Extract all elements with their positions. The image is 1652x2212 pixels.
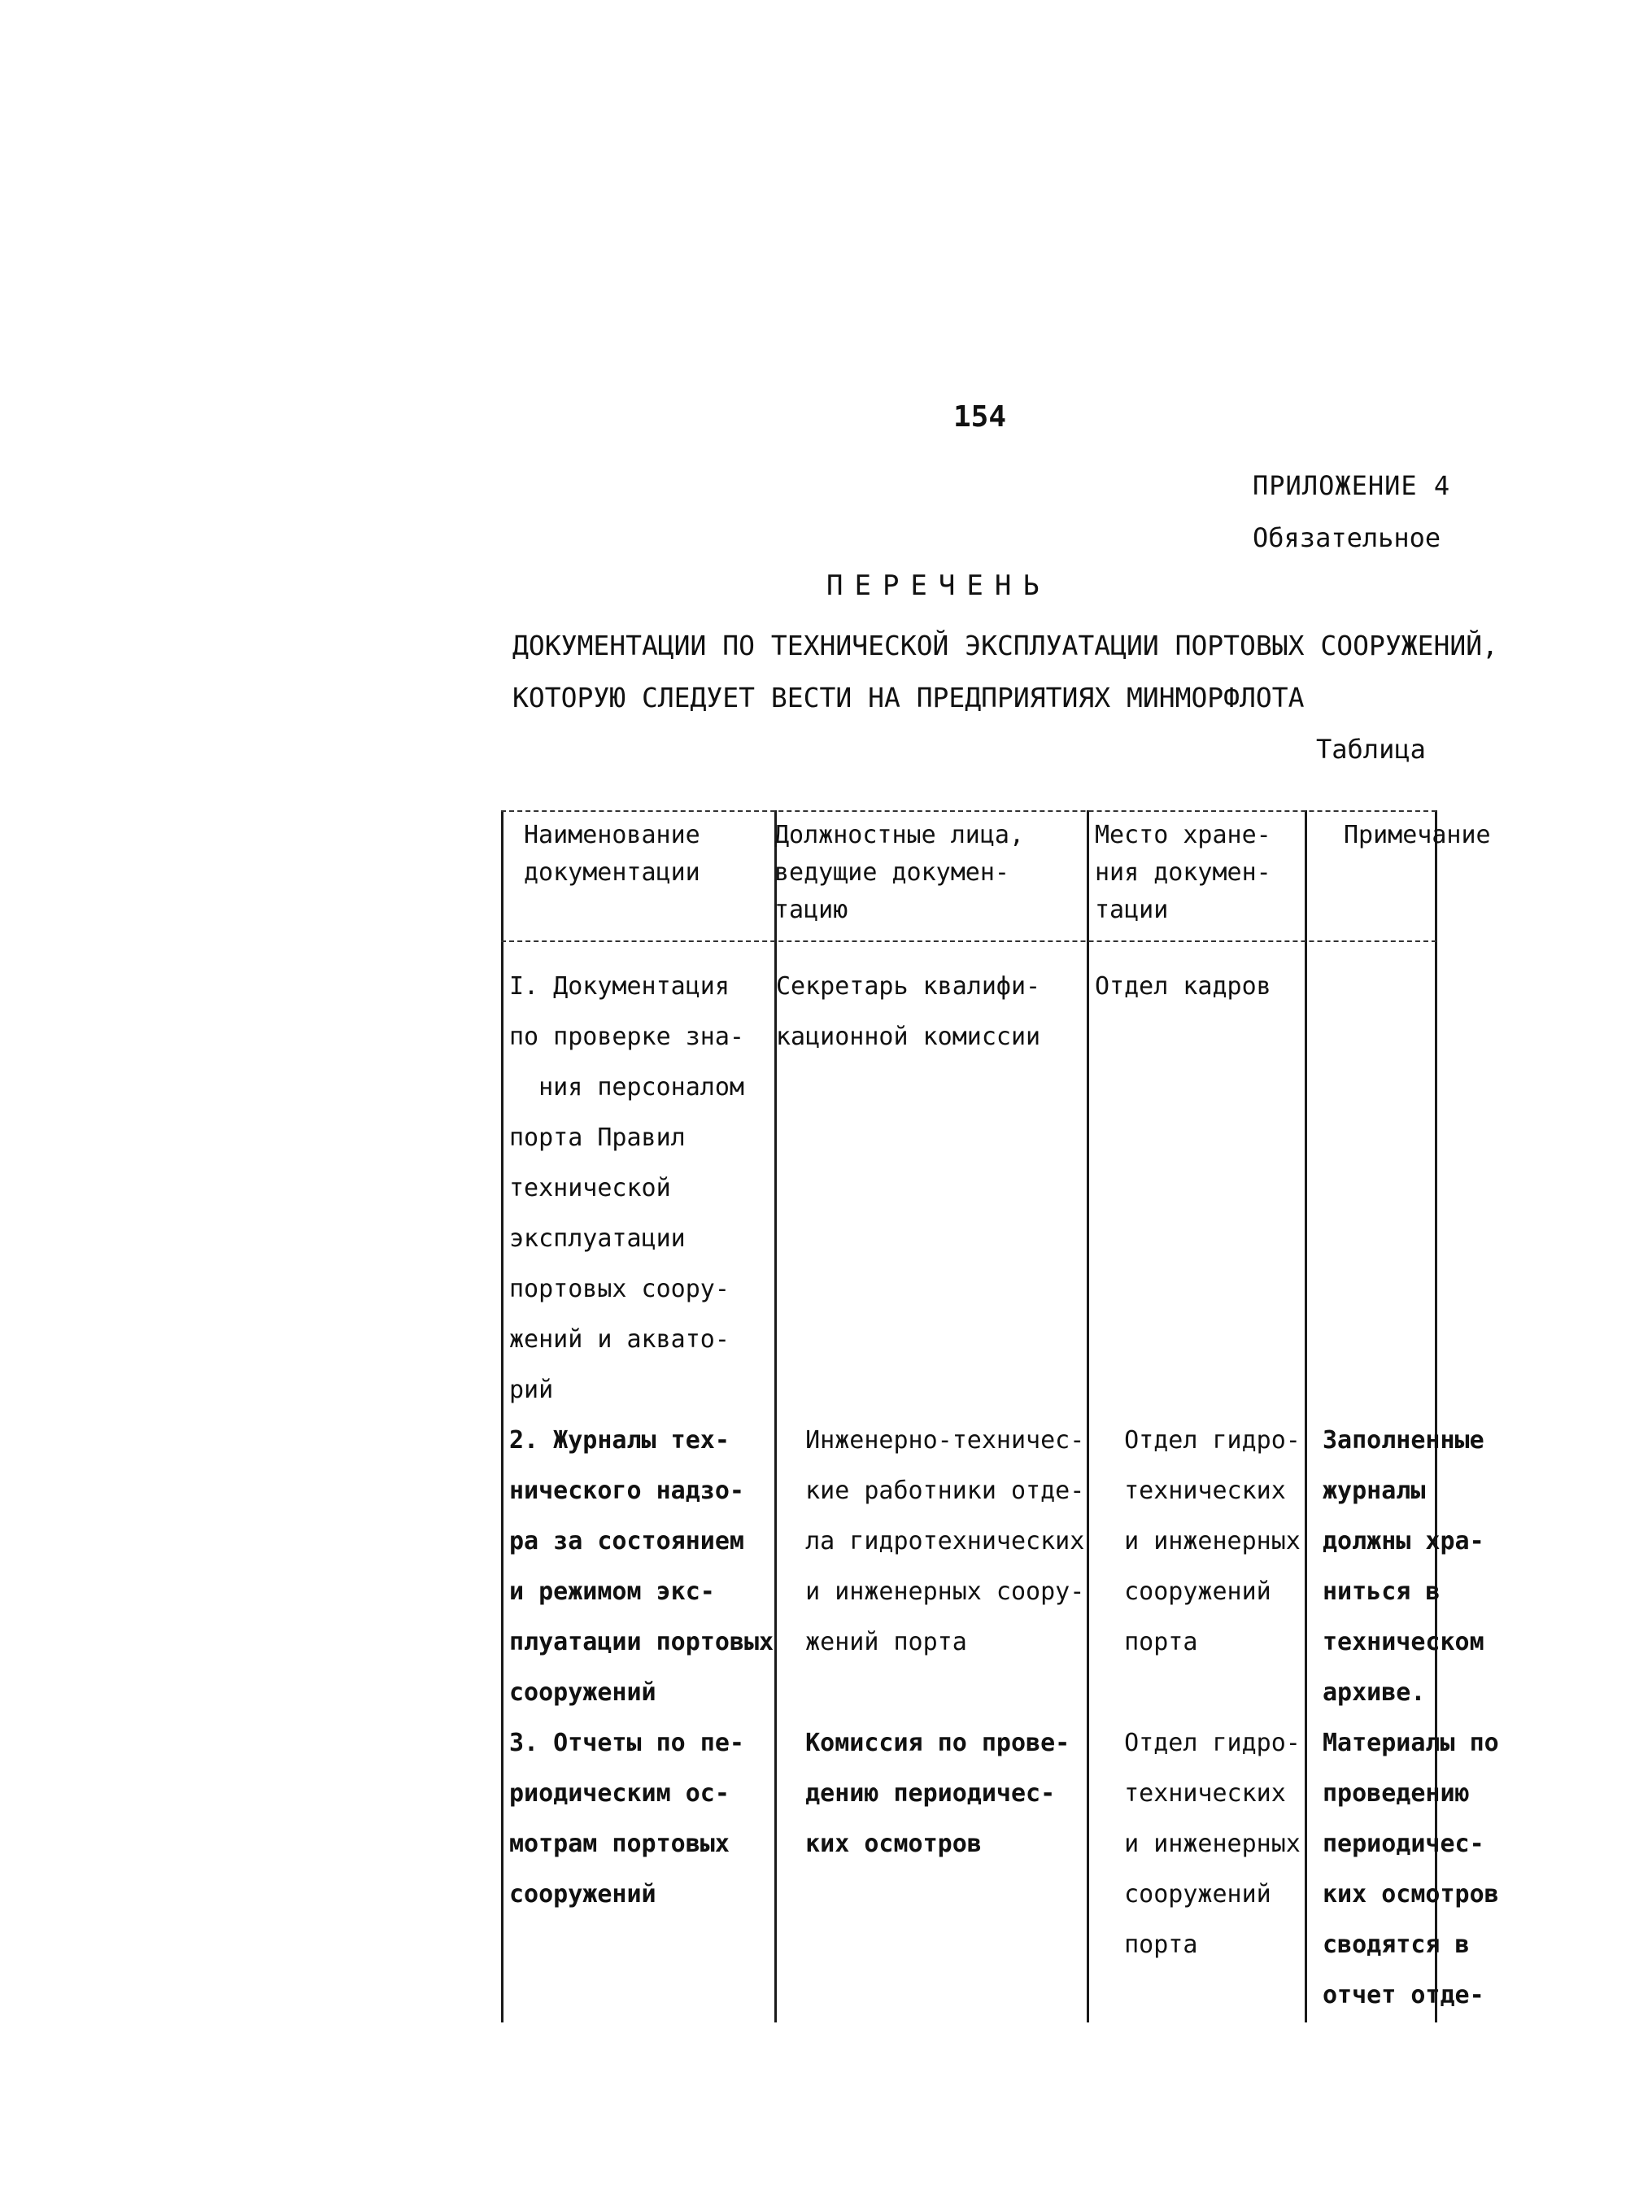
row1-officials: Секретарь квалифи- кационной комиссии bbox=[776, 972, 1041, 1051]
row3-storage: Отдел гидро- технических и инженерных сооружений порта bbox=[1124, 1729, 1301, 1959]
table-border-left bbox=[501, 810, 503, 2022]
row3-officials: Комиссия по прове- дению периодичес- ких осмотров bbox=[805, 1729, 1070, 1858]
row2-name: 2. Журналы тех- нического надзо- ра за состоянием и режимом экс- плуатации портовых сооружений bbox=[509, 1426, 774, 1707]
row1-name: I. Документация по проверке зна- ния персоналом порта Правил технической эксплуатации портовых соору- жений и аквато- рий bbox=[509, 972, 744, 1404]
column-divider-3 bbox=[1305, 810, 1307, 2022]
documentation-table bbox=[501, 810, 1499, 2022]
document-title: ПЕРЕЧЕНЬ bbox=[826, 569, 1051, 602]
row2-officials: Инженерно-техничес- кие работники отде- ла гидротехнических и инженерных соору- жений порта bbox=[805, 1426, 1085, 1656]
row2-note: Заполненные журналы должны хра- ниться в техническом архиве. bbox=[1323, 1426, 1484, 1707]
row3-note: Материалы по проведению периодичес- ких осмотров сводятся в отчет отде- bbox=[1323, 1729, 1499, 2009]
header-note: Примечание bbox=[1344, 821, 1491, 849]
header-storage: Место хране- ния докумен- тации bbox=[1095, 821, 1271, 924]
page-number: 154 bbox=[953, 400, 1007, 434]
document-subtitle: ДОКУМЕНТАЦИИ ПО ТЕХНИЧЕСКОЙ ЭКСПЛУАТАЦИИ ПОРТОВЫХ СООРУЖЕНИЙ, КОТОРУЮ СЛЕДУЕТ ВЕСТИ НА ПРЕДПРИЯТИЯХ МИНМОРФЛОТА bbox=[512, 630, 1498, 713]
appendix-label: ПРИЛОЖЕНИЕ 4 bbox=[1253, 470, 1451, 501]
row3-name: 3. Отчеты по пе- риодическим ос- мотрам портовых сооружений bbox=[509, 1729, 744, 1909]
mandatory-label: Обязательное bbox=[1253, 522, 1441, 553]
header-bottom-rule bbox=[501, 940, 1436, 944]
header-officials: Должностные лица, ведущие докумен- тацию bbox=[774, 821, 1025, 924]
table-top-rule bbox=[501, 810, 1436, 814]
column-divider-2 bbox=[1087, 810, 1089, 2022]
row1-storage: Отдел кадров bbox=[1095, 972, 1271, 1001]
header-name: Наименование документации bbox=[524, 821, 700, 887]
row2-storage: Отдел гидро- технических и инженерных сооружений порта bbox=[1124, 1426, 1301, 1656]
table-label: Таблица bbox=[1316, 734, 1426, 765]
